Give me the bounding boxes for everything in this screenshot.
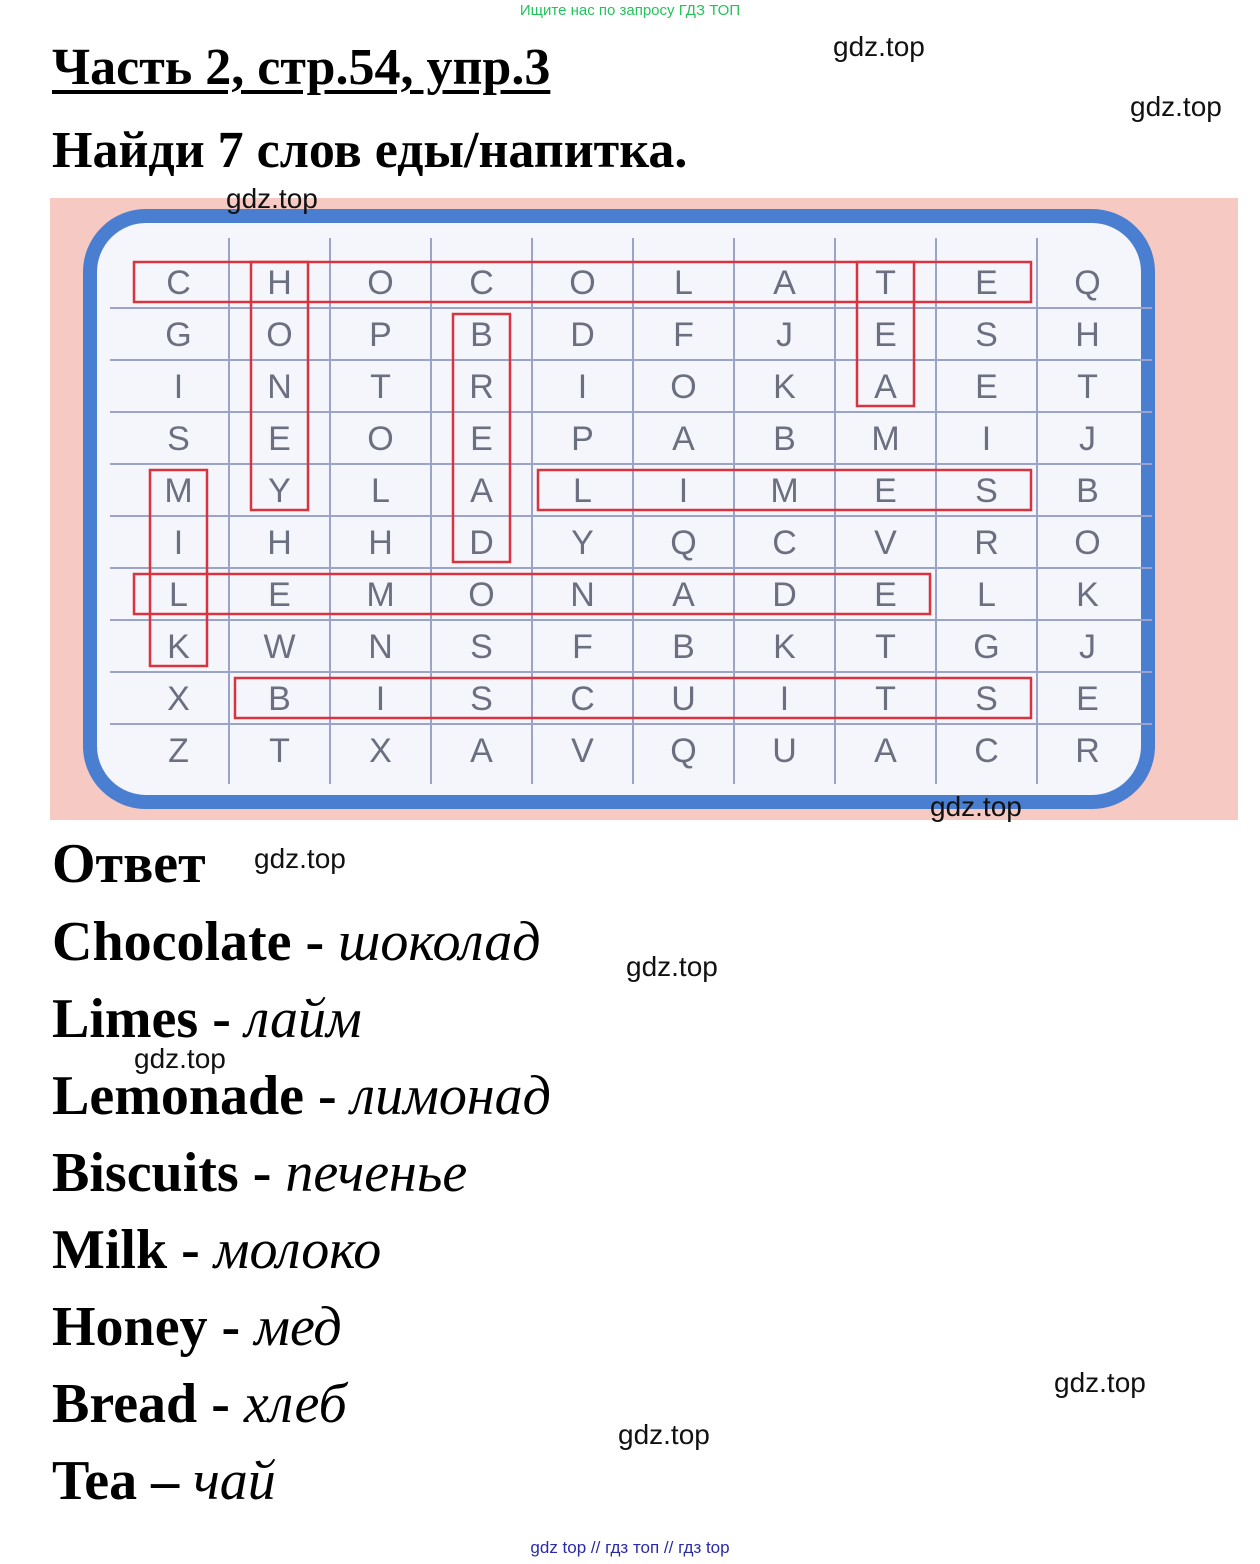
answer-line bbox=[52, 1219, 382, 1281]
grid-letter: A bbox=[672, 576, 695, 614]
grid-letter: C bbox=[469, 264, 494, 302]
grid-letter: E bbox=[470, 420, 493, 458]
grid-letter: I bbox=[981, 420, 992, 458]
grid-letter: W bbox=[263, 628, 296, 666]
grid-letter: K bbox=[773, 628, 796, 666]
grid-letter: I bbox=[779, 680, 790, 718]
grid-letter: C bbox=[974, 732, 999, 770]
grid-letter: A bbox=[470, 472, 493, 510]
grid-letter: E bbox=[874, 472, 897, 510]
grid-letter: O bbox=[670, 368, 697, 406]
grid-letter: Q bbox=[670, 524, 697, 562]
answer-line bbox=[52, 1373, 347, 1435]
footer: gdz top // гдз топ // гдз top bbox=[530, 1538, 730, 1557]
grid-letter: M bbox=[366, 576, 395, 614]
grid-letter: O bbox=[266, 316, 293, 354]
answer-russian: молоко bbox=[213, 1219, 382, 1281]
grid-letter: E bbox=[874, 576, 897, 614]
grid-letter: S bbox=[975, 472, 998, 510]
grid-letter: H bbox=[267, 264, 292, 302]
grid-letter: D bbox=[772, 576, 797, 614]
watermark: gdz.top bbox=[1130, 91, 1222, 122]
grid-letter: F bbox=[572, 628, 593, 666]
page-title: Часть 2, стр.54, упр.3 bbox=[52, 39, 551, 96]
answer-english: Chocolate - bbox=[52, 911, 339, 973]
grid-letter: M bbox=[770, 472, 799, 510]
grid-letter: O bbox=[367, 264, 394, 302]
grid-letter: O bbox=[367, 420, 394, 458]
grid-letter: B bbox=[470, 316, 493, 354]
grid-letter: G bbox=[973, 628, 1000, 666]
grid-letter: C bbox=[772, 524, 797, 562]
grid-letter: R bbox=[974, 524, 999, 562]
top-banner: Ищите нас по запросу ГДЗ ТОП bbox=[519, 2, 741, 19]
grid-letter: T bbox=[269, 732, 290, 770]
watermark: gdz.top bbox=[254, 843, 346, 874]
grid-letter: H bbox=[1075, 316, 1100, 354]
answer-russian: хлеб bbox=[243, 1373, 347, 1435]
grid-letter: A bbox=[874, 368, 897, 406]
grid-letter: G bbox=[165, 316, 192, 354]
grid-letter: T bbox=[875, 628, 896, 666]
grid-letter: X bbox=[167, 680, 190, 718]
grid-letter: D bbox=[469, 524, 494, 562]
grid-letter: S bbox=[975, 316, 998, 354]
grid-letter: D bbox=[570, 316, 595, 354]
grid-letter: J bbox=[776, 316, 793, 354]
answer-english: Milk - bbox=[52, 1219, 214, 1281]
answer-russian: печенье bbox=[285, 1142, 468, 1204]
grid-letter: E bbox=[975, 368, 998, 406]
grid-letter: S bbox=[470, 628, 493, 666]
watermark: gdz.top bbox=[1054, 1367, 1146, 1398]
answer-line bbox=[52, 988, 362, 1050]
grid-letter: Q bbox=[1074, 264, 1101, 302]
watermark: gdz.top bbox=[833, 31, 925, 62]
grid-letter: B bbox=[268, 680, 291, 718]
grid-letter: N bbox=[570, 576, 595, 614]
grid-letter: T bbox=[370, 368, 391, 406]
grid-letter: L bbox=[371, 472, 390, 510]
grid-letter: A bbox=[672, 420, 695, 458]
grid-letter: U bbox=[772, 732, 797, 770]
grid-letter: H bbox=[368, 524, 393, 562]
grid-letter: N bbox=[368, 628, 393, 666]
grid-letter: U bbox=[671, 680, 696, 718]
word-search-grid bbox=[50, 198, 1238, 820]
grid-letter: H bbox=[267, 524, 292, 562]
answer-english: Tea – bbox=[52, 1450, 194, 1512]
word-search-puzzle bbox=[50, 198, 1238, 820]
grid-letter: K bbox=[167, 628, 190, 666]
watermark: gdz.top bbox=[226, 183, 318, 214]
grid-letter: I bbox=[375, 680, 386, 718]
grid-letter: O bbox=[1074, 524, 1101, 562]
answer-russian: лимонад bbox=[350, 1065, 551, 1127]
grid-letter: V bbox=[571, 732, 594, 770]
grid-letter: E bbox=[268, 576, 291, 614]
grid-letter: S bbox=[975, 680, 998, 718]
answer-line bbox=[52, 1142, 468, 1204]
grid-letter: A bbox=[470, 732, 493, 770]
answer-english: Limes - bbox=[52, 988, 245, 1050]
grid-letter: V bbox=[874, 524, 897, 562]
grid-letter: I bbox=[173, 524, 184, 562]
answer-heading: Ответ bbox=[52, 833, 206, 895]
answer-line bbox=[52, 1065, 551, 1127]
grid-letter: T bbox=[875, 264, 896, 302]
grid-letter: L bbox=[977, 576, 996, 614]
answer-english: Bread - bbox=[52, 1373, 244, 1435]
grid-letter: O bbox=[569, 264, 596, 302]
answer-line bbox=[52, 911, 541, 973]
grid-letter: B bbox=[672, 628, 695, 666]
grid-letter: R bbox=[469, 368, 494, 406]
grid-letter: B bbox=[1076, 472, 1099, 510]
grid-letter: C bbox=[570, 680, 595, 718]
grid-letter: A bbox=[874, 732, 897, 770]
grid-letter: I bbox=[173, 368, 184, 406]
grid-letter: E bbox=[975, 264, 998, 302]
grid-letter: J bbox=[1079, 420, 1096, 458]
watermark: gdz.top bbox=[134, 1043, 226, 1074]
answer-line bbox=[52, 1296, 342, 1358]
grid-letter: L bbox=[674, 264, 693, 302]
grid-letter: O bbox=[468, 576, 495, 614]
grid-letter: S bbox=[167, 420, 190, 458]
grid-letter: E bbox=[1076, 680, 1099, 718]
answer-english: Biscuits - bbox=[52, 1142, 286, 1204]
grid-letter: L bbox=[169, 576, 188, 614]
grid-letter: Y bbox=[571, 524, 594, 562]
grid-letter: Y bbox=[268, 472, 291, 510]
grid-letter: I bbox=[678, 472, 689, 510]
grid-letter: K bbox=[773, 368, 796, 406]
task-statement: Найди 7 слов еды/напитка. bbox=[52, 122, 688, 179]
grid-letter: J bbox=[1079, 628, 1096, 666]
grid-letter: E bbox=[874, 316, 897, 354]
grid-letter: K bbox=[1076, 576, 1099, 614]
answer-russian: чай bbox=[193, 1450, 276, 1512]
answer-russian: шоколад bbox=[338, 911, 541, 973]
grid-letter: S bbox=[470, 680, 493, 718]
answer-english: Honey - bbox=[52, 1296, 255, 1358]
grid-letter: Q bbox=[670, 732, 697, 770]
grid-letter: B bbox=[773, 420, 796, 458]
watermark: gdz.top bbox=[626, 951, 718, 982]
grid-letter: T bbox=[1077, 368, 1098, 406]
grid-letter: R bbox=[1075, 732, 1100, 770]
grid-letter: P bbox=[369, 316, 392, 354]
grid-letter: M bbox=[871, 420, 900, 458]
grid-letter: E bbox=[268, 420, 291, 458]
grid-letter: Z bbox=[168, 732, 189, 770]
grid-letter: T bbox=[875, 680, 896, 718]
answer-russian: лайм bbox=[244, 988, 362, 1050]
grid-letter: L bbox=[573, 472, 592, 510]
grid-letter: P bbox=[571, 420, 594, 458]
answer-russian: мед bbox=[254, 1296, 342, 1358]
grid-letter: F bbox=[673, 316, 694, 354]
grid-letter: M bbox=[164, 472, 193, 510]
grid-letter: I bbox=[577, 368, 588, 406]
grid-letter: C bbox=[166, 264, 191, 302]
grid-letter: N bbox=[267, 368, 292, 406]
grid-letter: X bbox=[369, 732, 392, 770]
answer-line bbox=[52, 1450, 276, 1512]
watermark: gdz.top bbox=[618, 1419, 710, 1450]
watermark: gdz.top bbox=[930, 791, 1022, 822]
grid-letter: A bbox=[773, 264, 796, 302]
answer-english: Lemonade - bbox=[52, 1065, 351, 1127]
